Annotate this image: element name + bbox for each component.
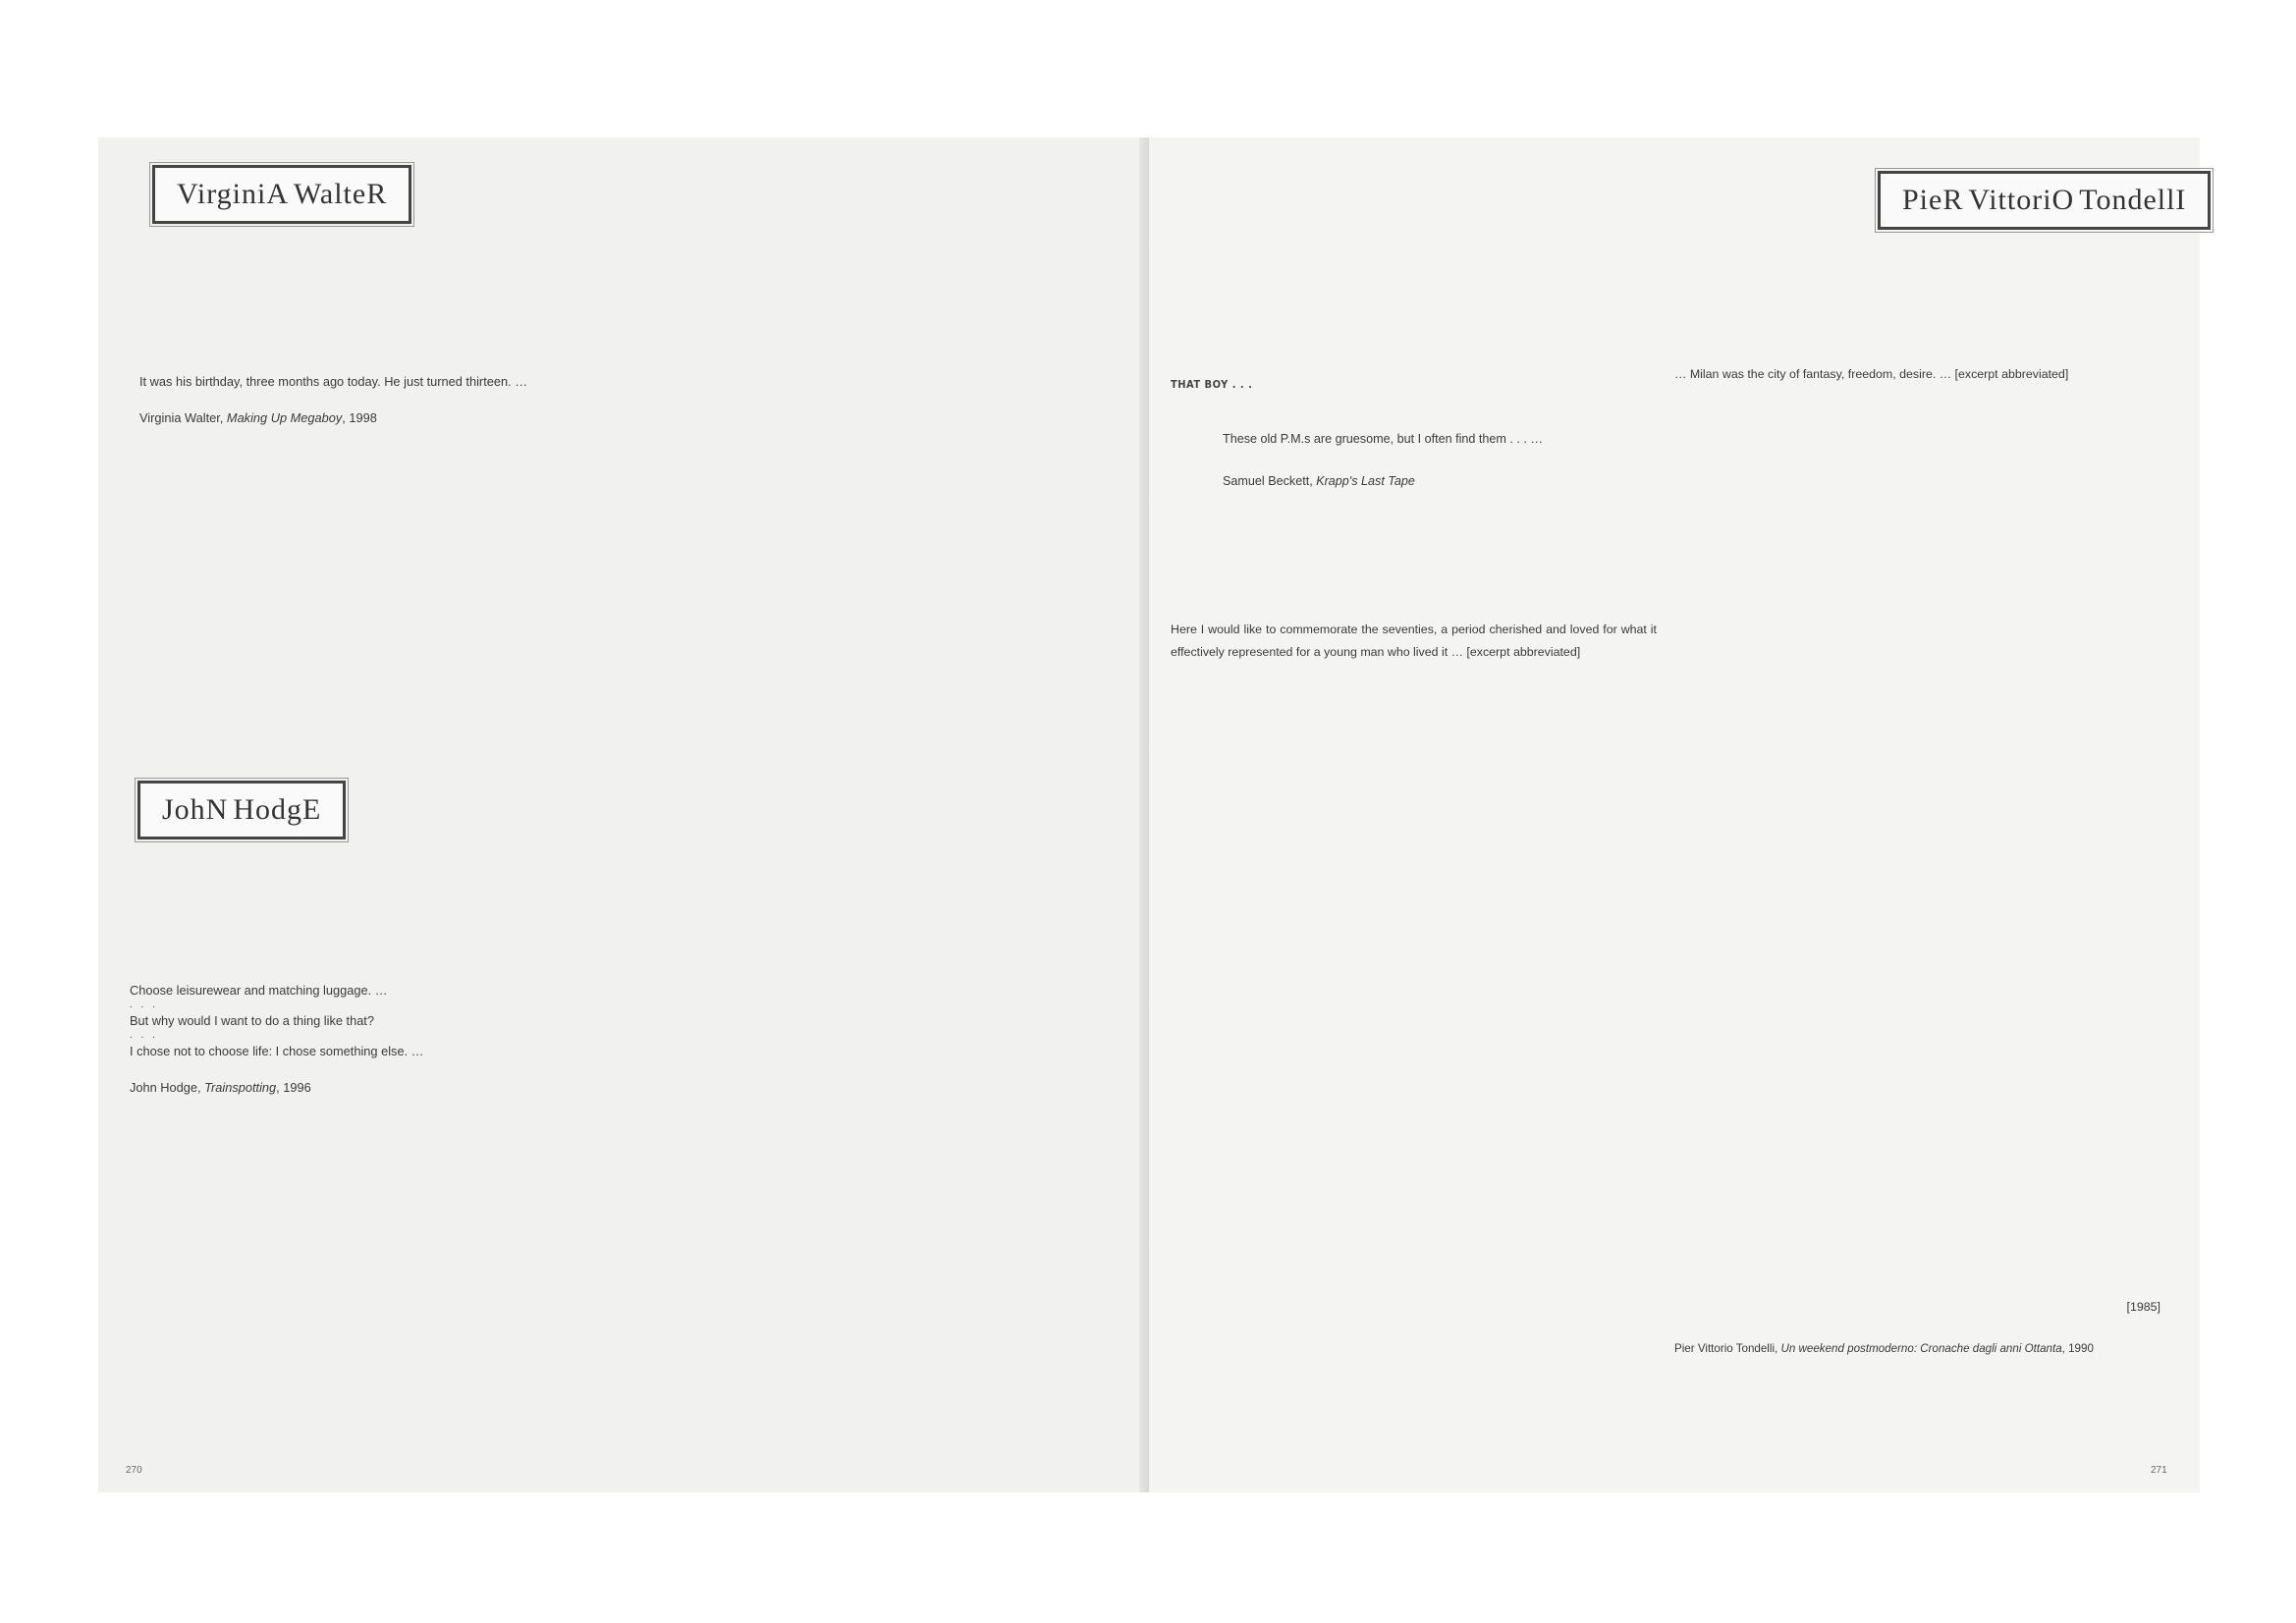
tondelli-column-2 <box>1674 363 2160 386</box>
attribution-title: Un weekend postmoderno: Cronache dagli anni Ottanta <box>1780 1341 2062 1355</box>
page-number-right: 271 <box>2151 1465 2167 1476</box>
attribution-year: , 1998 <box>342 410 377 425</box>
column-2-text: … Milan was the city of fantasy, freedom, desire. … [excerpt abbreviated] <box>1674 367 2069 381</box>
attribution-author: Pier Vittorio Tondelli, <box>1674 1341 1781 1355</box>
epigraph-text: These old P.M.s are gruesome, but I often find them . . . … <box>1223 432 1543 446</box>
section-kicker: THAT BOY . . . <box>1171 378 1253 391</box>
page-number-left: 270 <box>126 1465 142 1476</box>
heading-first-name: JohN <box>162 793 229 826</box>
walter-attribution <box>139 409 621 426</box>
heading-virginia-walter <box>152 165 411 224</box>
heading-last-name: WalteR <box>293 178 388 210</box>
hodge-excerpt <box>130 982 613 1096</box>
attribution-title: Trainspotting <box>204 1080 277 1095</box>
attribution-year: , 1996 <box>276 1080 311 1095</box>
book-spread <box>98 137 2200 1492</box>
epigraph-attribution <box>1223 470 1635 493</box>
attribution-year: , 1990 <box>2061 1341 2094 1355</box>
heading-last-name: TondellI <box>2079 184 2187 216</box>
heading-pier-vittorio-tondelli <box>1878 171 2211 230</box>
attribution-author: John Hodge, <box>130 1080 205 1095</box>
heading-last-name: HodgE <box>233 793 322 826</box>
heading-first-name: VirginiA <box>177 178 289 210</box>
hodge-excerpt-text-2: I chose not to choose life: I chose something else. … <box>130 1044 424 1058</box>
right-page <box>1149 137 2200 1492</box>
tondelli-attribution <box>1674 1338 2160 1361</box>
beckett-epigraph <box>1223 428 1635 492</box>
year-tag: [1985] <box>2126 1300 2160 1314</box>
heading-middle-name: VittoriO <box>1968 184 2075 216</box>
tondelli-column-1 <box>1171 619 1657 663</box>
ellipsis: . . . <box>130 1030 158 1041</box>
hodge-line: But why would I want to do a thing like that? <box>130 1013 374 1028</box>
left-page <box>98 137 1149 1492</box>
walter-excerpt-text: It was his birthday, three months ago today. He just turned thirteen. … <box>139 374 528 389</box>
attribution-author: Virginia Walter, <box>139 410 227 425</box>
attribution-title: Krapp's Last Tape <box>1316 473 1415 488</box>
walter-excerpt <box>139 373 621 426</box>
hodge-excerpt-text: Choose leisurewear and matching luggage. … <box>130 983 388 998</box>
ellipsis: . . . <box>130 1000 158 1010</box>
hodge-attribution <box>130 1079 613 1096</box>
column-1-text: Here I would like to commemorate the seventies, a period cherished and loved for what it effectively represented for a young man who lived it … [excerpt abbreviated] <box>1171 622 1657 659</box>
attribution-title: Making Up Megaboy <box>226 410 343 425</box>
tondelli-endmatter <box>1674 1296 2160 1360</box>
attribution-author: Samuel Beckett, <box>1223 473 1317 488</box>
heading-john-hodge <box>137 781 346 839</box>
heading-first-name: PieR <box>1902 184 1964 216</box>
